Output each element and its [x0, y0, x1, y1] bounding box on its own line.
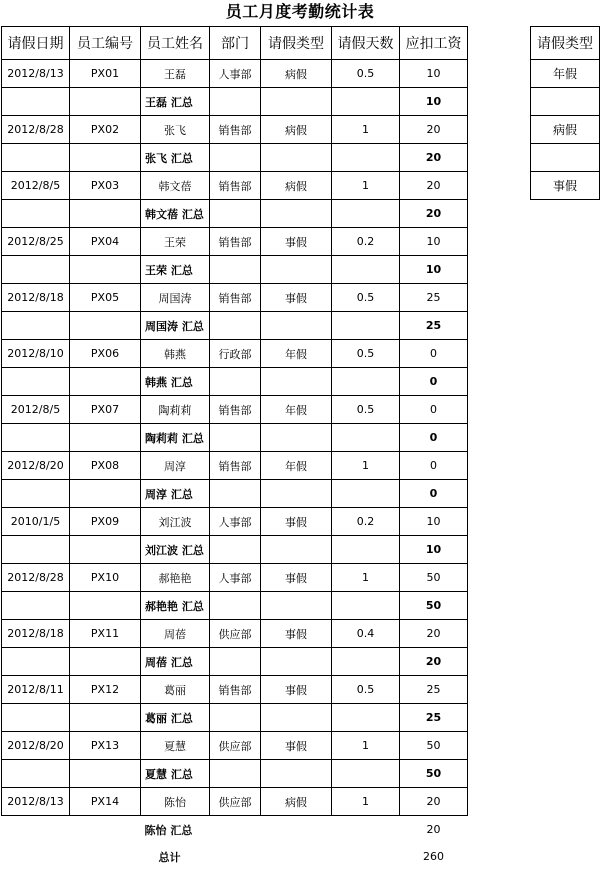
empty-cell[interactable] [70, 816, 141, 844]
cell-id[interactable]: PX14 [70, 788, 141, 816]
empty-cell[interactable] [70, 200, 141, 228]
cell-dept[interactable]: 供应部 [210, 788, 261, 816]
subtotal-label[interactable]: 陶莉莉 汇总 [141, 424, 210, 452]
cell-id[interactable]: PX08 [70, 452, 141, 480]
empty-cell[interactable] [210, 592, 261, 620]
cell-date[interactable]: 2010/1/5 [2, 508, 70, 536]
side-row [531, 172, 600, 200]
table-row [2, 564, 468, 592]
cell-dept[interactable]: 销售部 [210, 284, 261, 312]
subtotal-row [2, 536, 468, 564]
side-row [531, 88, 600, 116]
cell-wage[interactable]: 0 [400, 396, 468, 424]
subtotal-label[interactable]: 陈怡 汇总 [141, 816, 210, 844]
header-cell-wage[interactable]: 应扣工资 [400, 27, 468, 60]
cell-leave-type[interactable]: 事假 [261, 732, 332, 760]
empty-cell[interactable] [2, 704, 70, 732]
side-cell[interactable] [531, 144, 600, 172]
empty-cell[interactable] [210, 256, 261, 284]
side-row [531, 144, 600, 172]
cell-days[interactable]: 1 [332, 732, 400, 760]
empty-cell[interactable] [332, 816, 400, 844]
empty-cell[interactable] [210, 424, 261, 452]
leave-type-table [530, 26, 600, 200]
table-row [2, 620, 468, 648]
cell-leave-type[interactable]: 病假 [261, 172, 332, 200]
subtotal-row [2, 368, 468, 396]
cell-leave-type[interactable]: 病假 [261, 60, 332, 88]
cell-leave-type[interactable]: 年假 [261, 340, 332, 368]
subtotal-label[interactable]: 夏慧 汇总 [141, 760, 210, 788]
empty-cell[interactable] [332, 480, 400, 508]
subtotal-wage[interactable]: 0 [400, 368, 468, 396]
cell-leave-type[interactable]: 年假 [261, 396, 332, 424]
cell-leave-type[interactable]: 病假 [261, 788, 332, 816]
subtotal-wage[interactable]: 20 [400, 648, 468, 676]
subtotal-wage[interactable]: 10 [400, 256, 468, 284]
cell-wage[interactable]: 20 [400, 620, 468, 648]
table-row [2, 340, 468, 368]
cell-days[interactable]: 0.5 [332, 340, 400, 368]
cell-days[interactable]: 0.5 [332, 396, 400, 424]
side-cell[interactable]: 年假 [531, 60, 600, 88]
empty-cell[interactable] [332, 368, 400, 396]
cell-name[interactable]: 陶莉莉 [141, 396, 210, 424]
empty-cell[interactable] [70, 536, 141, 564]
empty-cell[interactable] [261, 760, 332, 788]
cell-leave-type[interactable]: 病假 [261, 116, 332, 144]
cell-dept[interactable]: 供应部 [210, 620, 261, 648]
cell-date[interactable]: 2012/8/18 [2, 284, 70, 312]
header-cell-dept[interactable]: 部门 [210, 27, 261, 60]
subtotal-wage[interactable]: 20 [400, 144, 468, 172]
empty-cell[interactable] [2, 144, 70, 172]
cell-wage[interactable]: 50 [400, 732, 468, 760]
empty-cell[interactable] [261, 368, 332, 396]
cell-id[interactable]: PX04 [70, 228, 141, 256]
cell-dept[interactable]: 人事部 [210, 508, 261, 536]
subtotal-row [2, 592, 468, 620]
subtotal-label[interactable]: 郝艳艳 汇总 [141, 592, 210, 620]
cell-id[interactable]: PX07 [70, 396, 141, 424]
empty-cell[interactable] [261, 704, 332, 732]
empty-cell[interactable] [332, 144, 400, 172]
cell-wage[interactable]: 20 [400, 116, 468, 144]
sheet-title: 员工月度考勤统计表 [0, 0, 600, 24]
empty-cell[interactable] [332, 760, 400, 788]
table-row [2, 452, 468, 480]
cell-name[interactable]: 葛丽 [141, 676, 210, 704]
empty-cell[interactable] [210, 760, 261, 788]
cell-dept[interactable]: 销售部 [210, 116, 261, 144]
subtotal-label[interactable]: 周国涛 汇总 [141, 312, 210, 340]
header-cell-date[interactable]: 请假日期 [2, 27, 70, 60]
empty-cell[interactable] [2, 760, 70, 788]
subtotal-row [2, 424, 468, 452]
cell-wage[interactable]: 50 [400, 564, 468, 592]
cell-days[interactable]: 1 [332, 172, 400, 200]
empty-cell[interactable] [332, 536, 400, 564]
cell-date[interactable]: 2012/8/25 [2, 228, 70, 256]
cell-wage[interactable]: 20 [400, 788, 468, 816]
subtotal-label[interactable]: 周淳 汇总 [141, 480, 210, 508]
cell-days[interactable]: 1 [332, 788, 400, 816]
subtotal-label[interactable]: 韩燕 汇总 [141, 368, 210, 396]
empty-cell[interactable] [261, 480, 332, 508]
empty-cell[interactable] [210, 200, 261, 228]
cell-name[interactable]: 王荣 [141, 228, 210, 256]
empty-cell[interactable] [70, 368, 141, 396]
cell-leave-type[interactable]: 事假 [261, 676, 332, 704]
cell-date[interactable]: 2012/8/13 [2, 60, 70, 88]
cell-dept[interactable]: 销售部 [210, 676, 261, 704]
cell-wage[interactable]: 25 [400, 676, 468, 704]
cell-id[interactable]: PX01 [70, 60, 141, 88]
empty-cell[interactable] [2, 424, 70, 452]
table-row [2, 732, 468, 760]
cell-days[interactable]: 1 [332, 116, 400, 144]
empty-cell[interactable] [2, 88, 70, 116]
empty-cell[interactable] [332, 592, 400, 620]
subtotal-row [2, 816, 468, 844]
empty-cell[interactable] [332, 256, 400, 284]
cell-wage[interactable]: 0 [400, 452, 468, 480]
empty-cell[interactable] [261, 256, 332, 284]
subtotal-label[interactable]: 王磊 汇总 [141, 88, 210, 116]
side-row [531, 116, 600, 144]
cell-leave-type[interactable]: 事假 [261, 284, 332, 312]
empty-cell[interactable] [70, 760, 141, 788]
side-header-cell[interactable]: 请假类型 [531, 27, 600, 60]
cell-leave-type[interactable]: 事假 [261, 508, 332, 536]
empty-cell[interactable] [210, 536, 261, 564]
header-cell-leave-type[interactable]: 请假类型 [261, 27, 332, 60]
side-table-body [531, 60, 600, 200]
cell-days[interactable]: 0.2 [332, 228, 400, 256]
subtotal-wage[interactable]: 260 [400, 843, 468, 870]
subtotal-wage[interactable]: 20 [400, 200, 468, 228]
cell-name[interactable]: 周淳 [141, 452, 210, 480]
empty-cell[interactable] [210, 312, 261, 340]
empty-cell[interactable] [332, 704, 400, 732]
empty-cell[interactable] [2, 368, 70, 396]
cell-dept[interactable]: 人事部 [210, 564, 261, 592]
subtotal-row [2, 480, 468, 508]
cell-dept[interactable]: 行政部 [210, 340, 261, 368]
empty-cell[interactable] [261, 592, 332, 620]
empty-cell[interactable] [210, 88, 261, 116]
cell-days[interactable]: 0.5 [332, 284, 400, 312]
subtotal-label[interactable]: 张飞 汇总 [141, 144, 210, 172]
empty-cell[interactable] [210, 480, 261, 508]
cell-wage[interactable]: 10 [400, 60, 468, 88]
empty-cell[interactable] [70, 424, 141, 452]
side-header-row [531, 27, 600, 60]
cell-name[interactable]: 夏慧 [141, 732, 210, 760]
subtotal-label[interactable]: 刘江波 汇总 [141, 536, 210, 564]
table-row [2, 676, 468, 704]
cell-dept[interactable]: 销售部 [210, 228, 261, 256]
subtotal-wage[interactable]: 10 [400, 536, 468, 564]
empty-cell[interactable] [70, 256, 141, 284]
side-row [531, 60, 600, 88]
subtotal-wage[interactable]: 25 [400, 704, 468, 732]
empty-cell[interactable] [70, 144, 141, 172]
subtotal-label[interactable]: 韩文蓓 汇总 [141, 200, 210, 228]
cell-name[interactable]: 刘江波 [141, 508, 210, 536]
empty-cell[interactable] [2, 312, 70, 340]
cell-leave-type[interactable]: 事假 [261, 228, 332, 256]
cell-date[interactable]: 2012/8/18 [2, 620, 70, 648]
cell-days[interactable]: 0.2 [332, 508, 400, 536]
empty-cell[interactable] [332, 200, 400, 228]
empty-cell[interactable] [2, 256, 70, 284]
cell-days[interactable]: 0.5 [332, 60, 400, 88]
cell-id[interactable]: PX02 [70, 116, 141, 144]
cell-id[interactable]: PX11 [70, 620, 141, 648]
cell-days[interactable]: 0.4 [332, 620, 400, 648]
cell-dept[interactable]: 人事部 [210, 60, 261, 88]
cell-date[interactable]: 2012/8/20 [2, 452, 70, 480]
cell-date[interactable]: 2012/8/28 [2, 116, 70, 144]
side-cell[interactable]: 病假 [531, 116, 600, 144]
header-cell-days[interactable]: 请假天数 [332, 27, 400, 60]
cell-name[interactable]: 王磊 [141, 60, 210, 88]
cell-id[interactable]: PX03 [70, 172, 141, 200]
cell-date[interactable]: 2012/8/5 [2, 172, 70, 200]
empty-cell[interactable] [210, 816, 261, 844]
empty-cell[interactable] [70, 592, 141, 620]
cell-leave-type[interactable]: 事假 [261, 564, 332, 592]
subtotal-row [2, 312, 468, 340]
empty-cell[interactable] [261, 536, 332, 564]
empty-cell[interactable] [210, 648, 261, 676]
empty-cell[interactable] [261, 200, 332, 228]
empty-cell[interactable] [261, 312, 332, 340]
cell-id[interactable]: PX05 [70, 284, 141, 312]
subtotal-row [2, 144, 468, 172]
subtotal-wage[interactable]: 20 [400, 816, 468, 844]
empty-cell[interactable] [70, 312, 141, 340]
subtotal-label[interactable]: 王荣 汇总 [141, 256, 210, 284]
header-cell-id[interactable]: 员工编号 [70, 27, 141, 60]
empty-cell[interactable] [2, 648, 70, 676]
grand-total-label[interactable]: 总计 [141, 843, 210, 870]
table-row [2, 284, 468, 312]
subtotal-label[interactable]: 周蓓 汇总 [141, 648, 210, 676]
subtotal-row [2, 256, 468, 284]
subtotal-row [2, 200, 468, 228]
cell-dept[interactable]: 销售部 [210, 452, 261, 480]
empty-cell[interactable] [261, 648, 332, 676]
empty-cell[interactable] [70, 704, 141, 732]
subtotal-row [2, 704, 468, 732]
subtotal-row [2, 760, 468, 788]
cell-wage[interactable]: 25 [400, 284, 468, 312]
empty-cell[interactable] [70, 88, 141, 116]
attendance-table [1, 26, 468, 870]
cell-leave-type[interactable]: 事假 [261, 620, 332, 648]
empty-cell[interactable] [261, 144, 332, 172]
cell-days[interactable]: 1 [332, 564, 400, 592]
table-row [2, 172, 468, 200]
cell-wage[interactable]: 0 [400, 340, 468, 368]
subtotal-wage[interactable]: 0 [400, 480, 468, 508]
cell-days[interactable]: 0.5 [332, 676, 400, 704]
empty-cell[interactable] [261, 88, 332, 116]
table-row [2, 228, 468, 256]
cell-date[interactable]: 2012/8/5 [2, 396, 70, 424]
table-row [2, 508, 468, 536]
empty-cell[interactable] [210, 144, 261, 172]
cell-id[interactable]: PX10 [70, 564, 141, 592]
cell-wage[interactable]: 20 [400, 172, 468, 200]
empty-cell[interactable] [70, 480, 141, 508]
cell-dept[interactable]: 供应部 [210, 732, 261, 760]
subtotal-wage[interactable]: 25 [400, 312, 468, 340]
empty-cell[interactable] [261, 816, 332, 844]
empty-cell[interactable] [2, 200, 70, 228]
subtotal-row [2, 648, 468, 676]
empty-cell[interactable] [210, 704, 261, 732]
empty-cell[interactable] [261, 424, 332, 452]
cell-id[interactable]: PX06 [70, 340, 141, 368]
cell-id[interactable]: PX13 [70, 732, 141, 760]
cell-name[interactable]: 张飞 [141, 116, 210, 144]
subtotal-row [2, 88, 468, 116]
subtotal-wage[interactable]: 50 [400, 592, 468, 620]
cell-name[interactable]: 韩燕 [141, 340, 210, 368]
cell-id[interactable]: PX12 [70, 676, 141, 704]
cell-days[interactable]: 1 [332, 452, 400, 480]
subtotal-wage[interactable]: 50 [400, 760, 468, 788]
header-cell-name[interactable]: 员工姓名 [141, 27, 210, 60]
cell-name[interactable]: 周国涛 [141, 284, 210, 312]
subtotal-label[interactable]: 葛丽 汇总 [141, 704, 210, 732]
cell-id[interactable]: PX09 [70, 508, 141, 536]
cell-name[interactable]: 郝艳艳 [141, 564, 210, 592]
cell-name[interactable]: 陈怡 [141, 788, 210, 816]
cell-date[interactable]: 2012/8/20 [2, 732, 70, 760]
empty-cell[interactable] [332, 312, 400, 340]
side-cell[interactable] [531, 88, 600, 116]
empty-cell[interactable] [2, 480, 70, 508]
cell-leave-type[interactable]: 年假 [261, 452, 332, 480]
table-row [2, 116, 468, 144]
cell-name[interactable]: 周蓓 [141, 620, 210, 648]
empty-cell[interactable] [332, 424, 400, 452]
empty-cell[interactable] [332, 88, 400, 116]
empty-cell[interactable] [70, 648, 141, 676]
table-row [2, 60, 468, 88]
cell-date[interactable]: 2012/8/11 [2, 676, 70, 704]
cell-wage[interactable]: 10 [400, 508, 468, 536]
cell-name[interactable]: 韩文蓓 [141, 172, 210, 200]
empty-cell[interactable] [2, 536, 70, 564]
cell-dept[interactable]: 销售部 [210, 172, 261, 200]
cell-dept[interactable]: 销售部 [210, 396, 261, 424]
empty-cell[interactable] [332, 648, 400, 676]
table-body [2, 60, 468, 870]
table-row [2, 396, 468, 424]
side-cell[interactable]: 事假 [531, 172, 600, 200]
cell-date[interactable]: 2012/8/10 [2, 340, 70, 368]
subtotal-wage[interactable]: 10 [400, 88, 468, 116]
empty-cell[interactable] [2, 816, 70, 844]
cell-wage[interactable]: 10 [400, 228, 468, 256]
subtotal-wage[interactable]: 0 [400, 424, 468, 452]
header-row [2, 27, 468, 60]
table-row [2, 788, 468, 816]
cell-date[interactable]: 2012/8/28 [2, 564, 70, 592]
empty-cell[interactable] [210, 368, 261, 396]
empty-cell[interactable] [2, 592, 70, 620]
cell-date[interactable]: 2012/8/13 [2, 788, 70, 816]
